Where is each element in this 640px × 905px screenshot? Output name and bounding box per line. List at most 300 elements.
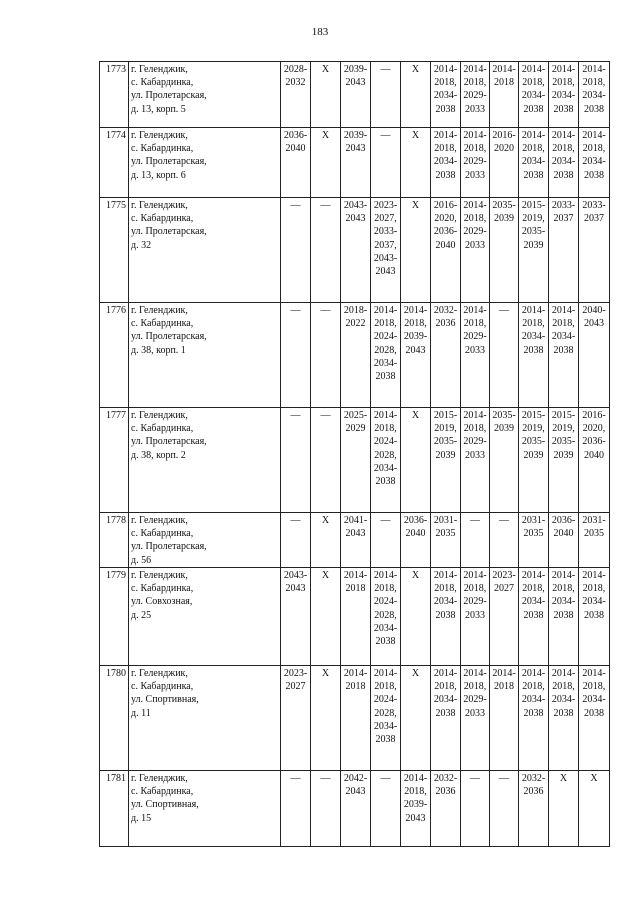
period-line: — bbox=[499, 305, 509, 316]
period-cell bbox=[371, 198, 401, 303]
period-line: 2028, bbox=[374, 449, 397, 461]
period-cell bbox=[490, 303, 519, 408]
period-line: 2033 bbox=[465, 707, 485, 719]
period-cell bbox=[341, 666, 371, 771]
address-line: ул. Пролетарская, bbox=[131, 226, 207, 238]
period-line: 2018 bbox=[345, 681, 366, 693]
period-line: 2014- bbox=[373, 570, 398, 581]
period-cell bbox=[401, 408, 431, 513]
period-line: — bbox=[290, 410, 301, 421]
period-cell bbox=[461, 62, 490, 128]
period-cell bbox=[371, 771, 401, 847]
row-number: 1777 bbox=[100, 408, 129, 513]
address-cell bbox=[129, 513, 281, 568]
period-line: 2029- bbox=[463, 694, 487, 706]
address-line: г. Геленджик, bbox=[131, 773, 188, 784]
period-line: — bbox=[470, 773, 480, 784]
period-line: 2014- bbox=[463, 130, 487, 141]
period-line: 2034- bbox=[433, 156, 458, 168]
period-line: 2038 bbox=[584, 103, 604, 115]
period-line: 2018, bbox=[374, 681, 397, 693]
period-line: 2034- bbox=[551, 156, 576, 168]
address-line: г. Геленджик, bbox=[131, 668, 188, 679]
row-number: 1774 bbox=[100, 128, 129, 198]
period-cell bbox=[519, 666, 549, 771]
row-number: 1775 bbox=[100, 198, 129, 303]
period-line: 2040- bbox=[582, 305, 606, 316]
period-line: 2018, bbox=[404, 318, 427, 330]
period-line: 2023- bbox=[492, 570, 516, 581]
period-cell bbox=[490, 62, 519, 128]
period-line: 2014- bbox=[463, 668, 487, 679]
period-cell bbox=[431, 303, 461, 408]
period-cell bbox=[431, 513, 461, 568]
period-line: 2022 bbox=[345, 318, 366, 330]
period-cell bbox=[519, 303, 549, 408]
period-line: 2034- bbox=[373, 462, 398, 474]
address-line: с. Кабардинка, bbox=[131, 786, 194, 798]
period-line: 2035 bbox=[435, 528, 456, 540]
address-line: д. 32 bbox=[131, 239, 152, 251]
period-line: 2019, bbox=[434, 423, 457, 435]
period-cell bbox=[311, 128, 341, 198]
period-line: 2039 bbox=[494, 423, 514, 435]
period-line: 2018, bbox=[582, 143, 606, 155]
address-line: г. Геленджик, bbox=[131, 130, 188, 141]
period-line: 2036 bbox=[435, 318, 456, 330]
period-line: 2018, bbox=[522, 77, 545, 89]
period-line: — bbox=[290, 305, 301, 316]
period-line: 2034- bbox=[582, 596, 606, 608]
period-line: 2015- bbox=[433, 410, 458, 421]
period-line: — bbox=[290, 773, 301, 784]
period-cell bbox=[461, 198, 490, 303]
period-line: 2039- bbox=[403, 799, 428, 811]
address-line: г. Геленджик, bbox=[131, 410, 188, 421]
table-row bbox=[100, 666, 610, 771]
period-line: 2035- bbox=[433, 436, 458, 448]
address-line: с. Кабардинка, bbox=[131, 318, 194, 330]
period-cell bbox=[431, 408, 461, 513]
period-line: 2038 bbox=[553, 707, 574, 719]
period-line: 2024- bbox=[373, 436, 398, 448]
period-line: 2014- bbox=[373, 668, 398, 679]
period-line: 2038 bbox=[523, 344, 544, 356]
period-line: — bbox=[320, 773, 331, 784]
period-line: 2029- bbox=[463, 226, 487, 238]
period-cell bbox=[519, 128, 549, 198]
period-line: 2020, bbox=[582, 423, 606, 435]
period-cell bbox=[431, 62, 461, 128]
period-cell bbox=[311, 666, 341, 771]
period-line: 2016- bbox=[582, 410, 606, 421]
period-cell bbox=[579, 771, 610, 847]
address-line: ул. Совхозная, bbox=[131, 596, 193, 608]
period-line: 2038 bbox=[584, 609, 604, 621]
period-line: 2029- bbox=[463, 331, 487, 343]
period-line: 2034- bbox=[373, 357, 398, 369]
period-line: 2029- bbox=[463, 596, 487, 608]
period-line: 2039- bbox=[343, 130, 368, 141]
period-line: 2018 bbox=[494, 681, 514, 693]
period-line: 2014- bbox=[433, 668, 458, 679]
period-cell bbox=[341, 128, 371, 198]
period-line: — bbox=[380, 515, 391, 526]
period-line: — bbox=[499, 515, 509, 526]
period-line: 2040 bbox=[553, 528, 574, 540]
period-cell bbox=[341, 62, 371, 128]
period-line: 2014- bbox=[551, 64, 576, 75]
period-line: 2018, bbox=[463, 213, 487, 225]
period-cell bbox=[431, 198, 461, 303]
period-line: 2038 bbox=[435, 609, 456, 621]
period-line: 2041- bbox=[343, 515, 368, 526]
period-line: 2035- bbox=[492, 200, 516, 211]
period-line: 2038 bbox=[553, 169, 574, 181]
period-line: 2014- bbox=[521, 305, 546, 316]
period-line: 2029- bbox=[463, 156, 487, 168]
period-line: — bbox=[320, 410, 331, 421]
period-cell bbox=[549, 513, 579, 568]
period-cell bbox=[311, 771, 341, 847]
period-line: — bbox=[380, 130, 391, 141]
period-line: 2014- bbox=[433, 64, 458, 75]
page-number: 183 bbox=[311, 26, 329, 38]
period-line: 2019, bbox=[552, 423, 575, 435]
table-row bbox=[100, 128, 610, 198]
period-line: 2014- bbox=[521, 130, 546, 141]
address-line: д. 25 bbox=[131, 609, 152, 621]
period-line: 2031- bbox=[433, 515, 458, 526]
period-line: 2014- bbox=[551, 570, 576, 581]
address-cell bbox=[129, 408, 281, 513]
period-line: 2029- bbox=[463, 90, 487, 102]
period-cell bbox=[549, 771, 579, 847]
table-row bbox=[100, 303, 610, 408]
period-cell bbox=[401, 128, 431, 198]
period-cell bbox=[579, 513, 610, 568]
period-line: 2032- bbox=[521, 773, 546, 784]
period-cell bbox=[431, 128, 461, 198]
period-line: 2018- bbox=[343, 305, 368, 316]
period-line: 2014- bbox=[403, 773, 428, 784]
period-line: 2018, bbox=[552, 77, 575, 89]
address-line: с. Кабардинка, bbox=[131, 143, 194, 155]
address-line: с. Кабардинка, bbox=[131, 681, 194, 693]
period-line: X bbox=[321, 130, 330, 141]
period-line: 2028, bbox=[374, 707, 397, 719]
period-line: 2018, bbox=[434, 681, 457, 693]
period-cell bbox=[311, 408, 341, 513]
period-line: 2018, bbox=[463, 143, 487, 155]
address-line: ул. Пролетарская, bbox=[131, 331, 207, 343]
period-cell bbox=[579, 128, 610, 198]
period-line: 2042- bbox=[343, 773, 368, 784]
period-line: 2018 bbox=[494, 77, 514, 89]
address-line: ул. Пролетарская, bbox=[131, 436, 207, 448]
period-cell bbox=[549, 408, 579, 513]
period-line: X bbox=[411, 570, 420, 581]
period-line: 2034- bbox=[433, 694, 458, 706]
period-line: 2018, bbox=[552, 583, 575, 595]
period-line: 2027 bbox=[285, 681, 306, 693]
period-line: 2014- bbox=[463, 410, 487, 421]
period-line: 2032 bbox=[285, 77, 306, 89]
period-line: 2043 bbox=[405, 344, 426, 356]
address-line: г. Геленджик, bbox=[131, 515, 188, 526]
period-line: 2032- bbox=[433, 773, 458, 784]
period-cell bbox=[431, 771, 461, 847]
period-line: 2036- bbox=[433, 226, 458, 238]
address-line: г. Геленджик, bbox=[131, 200, 188, 211]
period-cell bbox=[490, 198, 519, 303]
period-line: 2018, bbox=[434, 583, 457, 595]
period-line: 2033 bbox=[465, 239, 485, 251]
period-line: 2018, bbox=[463, 681, 487, 693]
address-line: д. 38, корп. 1 bbox=[131, 344, 186, 356]
period-line: 2043 bbox=[345, 528, 366, 540]
period-line: 2036- bbox=[582, 436, 606, 448]
period-cell bbox=[341, 198, 371, 303]
period-line: 2034- bbox=[521, 90, 546, 102]
table-row bbox=[100, 513, 610, 568]
address-cell bbox=[129, 771, 281, 847]
period-cell bbox=[519, 408, 549, 513]
period-line: 2043 bbox=[345, 143, 366, 155]
period-line: 2039 bbox=[523, 449, 544, 461]
period-line: X bbox=[411, 200, 420, 211]
period-line: 2018 bbox=[345, 583, 366, 595]
period-line: 2014- bbox=[551, 668, 576, 679]
period-line: 2043- bbox=[373, 252, 398, 264]
period-cell bbox=[461, 771, 490, 847]
period-line: 2039 bbox=[435, 449, 456, 461]
period-line: 2034- bbox=[433, 596, 458, 608]
period-line: 2018, bbox=[522, 681, 545, 693]
period-line: 2036- bbox=[403, 515, 428, 526]
period-line: 2018, bbox=[404, 786, 427, 798]
period-line: 2034- bbox=[551, 331, 576, 343]
period-line: 2019, bbox=[522, 213, 545, 225]
period-line: 2014- bbox=[373, 410, 398, 421]
period-cell bbox=[341, 568, 371, 666]
period-cell bbox=[281, 408, 311, 513]
period-line: 2033 bbox=[465, 169, 485, 181]
address-line: д. 56 bbox=[131, 554, 152, 566]
period-line: 2035- bbox=[492, 410, 516, 421]
address-cell bbox=[129, 198, 281, 303]
period-cell bbox=[490, 408, 519, 513]
period-cell bbox=[341, 408, 371, 513]
period-line: X bbox=[411, 668, 420, 679]
period-line: 2014- bbox=[551, 305, 576, 316]
table-row bbox=[100, 408, 610, 513]
period-line: 2029 bbox=[345, 423, 366, 435]
period-line: 2043 bbox=[345, 786, 366, 798]
period-line: 2028- bbox=[283, 64, 308, 75]
period-cell bbox=[401, 303, 431, 408]
row-number: 1780 bbox=[100, 666, 129, 771]
period-line: — bbox=[499, 773, 509, 784]
period-cell bbox=[519, 771, 549, 847]
period-line: 2034- bbox=[551, 694, 576, 706]
period-line: 2028, bbox=[374, 344, 397, 356]
period-line: 2043- bbox=[283, 570, 308, 581]
period-cell bbox=[341, 303, 371, 408]
period-line: — bbox=[320, 200, 331, 211]
period-line: 2035- bbox=[521, 226, 546, 238]
period-line: 2034- bbox=[521, 694, 546, 706]
period-line: 2018, bbox=[552, 143, 575, 155]
period-cell bbox=[281, 771, 311, 847]
row-number: 1781 bbox=[100, 771, 129, 847]
period-cell bbox=[401, 513, 431, 568]
period-line: 2018, bbox=[463, 423, 487, 435]
period-cell bbox=[311, 62, 341, 128]
period-line: 2014- bbox=[433, 570, 458, 581]
period-line: 2023- bbox=[283, 668, 308, 679]
period-line: 2036- bbox=[283, 130, 308, 141]
period-line: — bbox=[320, 305, 331, 316]
period-line: 2038 bbox=[584, 169, 604, 181]
address-cell bbox=[129, 62, 281, 128]
period-line: 2018, bbox=[582, 681, 606, 693]
period-line: 2014- bbox=[463, 570, 487, 581]
period-line: 2014- bbox=[433, 130, 458, 141]
address-line: д. 13, корп. 6 bbox=[131, 169, 186, 181]
period-cell bbox=[579, 666, 610, 771]
period-cell bbox=[341, 771, 371, 847]
row-number: 1779 bbox=[100, 568, 129, 666]
period-cell bbox=[519, 568, 549, 666]
period-line: 2035- bbox=[551, 436, 576, 448]
period-line: 2034- bbox=[551, 90, 576, 102]
row-number: 1773 bbox=[100, 62, 129, 128]
period-line: 2037 bbox=[584, 213, 604, 225]
address-line: ул. Спортивная, bbox=[131, 694, 199, 706]
period-cell bbox=[461, 128, 490, 198]
period-line: 2034- bbox=[521, 596, 546, 608]
period-line: 2018, bbox=[374, 583, 397, 595]
address-cell bbox=[129, 128, 281, 198]
period-line: X bbox=[590, 773, 598, 784]
period-line: 2033- bbox=[582, 200, 606, 211]
address-line: с. Кабардинка, bbox=[131, 77, 194, 89]
period-line: 2036 bbox=[435, 786, 456, 798]
period-line: 2014- bbox=[521, 570, 546, 581]
period-line: 2040 bbox=[285, 143, 306, 155]
address-line: ул. Спортивная, bbox=[131, 799, 199, 811]
period-cell bbox=[461, 303, 490, 408]
period-cell bbox=[371, 408, 401, 513]
row-number: 1776 bbox=[100, 303, 129, 408]
period-line: 2038 bbox=[523, 609, 544, 621]
period-line: 2033 bbox=[465, 609, 485, 621]
period-line: 2034- bbox=[521, 331, 546, 343]
period-line: 2043 bbox=[584, 318, 604, 330]
period-cell bbox=[490, 568, 519, 666]
period-line: 2032- bbox=[433, 305, 458, 316]
period-line: 2034- bbox=[373, 720, 398, 732]
period-line: 2014- bbox=[551, 130, 576, 141]
address-line: ул. Пролетарская, bbox=[131, 541, 207, 553]
address-cell bbox=[129, 568, 281, 666]
period-cell bbox=[371, 303, 401, 408]
period-line: 2014- bbox=[373, 305, 398, 316]
period-line: 2038 bbox=[523, 103, 544, 115]
period-line: 2028, bbox=[374, 609, 397, 621]
period-line: 2014- bbox=[403, 305, 428, 316]
period-line: 2018, bbox=[582, 77, 606, 89]
period-line: 2014- bbox=[463, 200, 487, 211]
period-line: 2038 bbox=[553, 344, 574, 356]
period-line: 2024- bbox=[373, 331, 398, 343]
period-cell bbox=[549, 568, 579, 666]
period-cell bbox=[549, 62, 579, 128]
period-line: 2031- bbox=[582, 515, 606, 526]
address-line: д. 15 bbox=[131, 812, 152, 824]
period-cell bbox=[519, 198, 549, 303]
period-line: — bbox=[290, 200, 301, 211]
period-line: 2024- bbox=[373, 596, 398, 608]
period-line: 2038 bbox=[523, 707, 544, 719]
table-row bbox=[100, 62, 610, 128]
period-line: 2043 bbox=[345, 77, 366, 89]
period-line: 2014- bbox=[343, 668, 368, 679]
period-line: X bbox=[411, 410, 420, 421]
period-line: 2039 bbox=[523, 239, 544, 251]
period-line: 2014- bbox=[463, 64, 487, 75]
period-line: 2027, bbox=[374, 213, 397, 225]
period-cell bbox=[371, 513, 401, 568]
period-cell bbox=[281, 513, 311, 568]
period-cell bbox=[431, 568, 461, 666]
period-line: 2018, bbox=[582, 583, 606, 595]
period-line: X bbox=[321, 668, 330, 679]
period-line: 2018, bbox=[522, 583, 545, 595]
schedule-table bbox=[99, 61, 610, 847]
period-line: 2035- bbox=[521, 436, 546, 448]
period-line: 2014- bbox=[582, 668, 606, 679]
period-cell bbox=[490, 771, 519, 847]
period-line: 2037, bbox=[374, 239, 397, 251]
period-line: 2043 bbox=[345, 213, 366, 225]
period-line: 2014- bbox=[492, 64, 516, 75]
period-line: 2033- bbox=[373, 226, 398, 238]
period-line: X bbox=[559, 773, 568, 784]
period-cell bbox=[281, 568, 311, 666]
period-line: 2038 bbox=[584, 707, 604, 719]
period-line: 2038 bbox=[435, 103, 456, 115]
row-number: 1778 bbox=[100, 513, 129, 568]
period-cell bbox=[579, 568, 610, 666]
address-line: г. Геленджик, bbox=[131, 64, 188, 75]
period-line: X bbox=[321, 570, 330, 581]
period-line: 2016- bbox=[433, 200, 458, 211]
period-cell bbox=[490, 128, 519, 198]
period-line: X bbox=[321, 64, 330, 75]
period-line: 2018, bbox=[522, 318, 545, 330]
period-cell bbox=[519, 513, 549, 568]
period-line: — bbox=[380, 64, 391, 75]
period-cell bbox=[461, 568, 490, 666]
period-line: 2025- bbox=[343, 410, 368, 421]
period-cell bbox=[549, 666, 579, 771]
period-cell bbox=[401, 62, 431, 128]
period-line: 2033- bbox=[551, 200, 576, 211]
period-cell bbox=[371, 666, 401, 771]
period-line: X bbox=[321, 515, 330, 526]
